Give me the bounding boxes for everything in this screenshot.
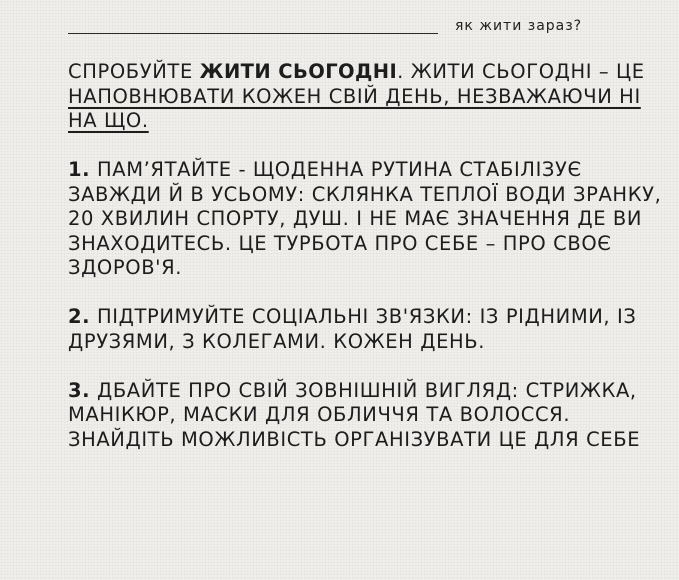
intro-paragraph [68,60,668,134]
list-item [68,158,668,281]
header-caption: як жити зараз? [455,18,583,34]
list-item [68,305,668,354]
item-text: ПАМ’ЯТАЙТЕ - ЩОДЕННА РУТИНА СТАБІЛІЗУЄ ЗАВЖДИ Й В УСЬОМУ: СКЛЯНКА ТЕПЛОЇ ВОДИ ЗРАНКУ, 20 ХВИЛИН СПОРТУ, ДУШ. І НЕ МАЄ ЗНАЧЕННЯ ДЕ ВИ ЗНАХОДИТЕСЬ. ЦЕ ТУРБОТА ПРО СЕБЕ – ПРО СВОЄ ЗДОРОВ'Я. [68,158,662,279]
intro-underlined-text: НАПОВНЮВАТИ КОЖЕН СВІЙ ДЕНЬ, НЕЗВАЖАЮЧИ НІ НА ЩО. [68,84,641,132]
intro-text-start: СПРОБУЙТЕ [68,60,200,83]
item-text: ПІДТРИМУЙТЕ СОЦІАЛЬНІ ЗВ'ЯЗКИ: ІЗ РІДНИМИ, ІЗ ДРУЗЯМИ, З КОЛЕГАМИ. КОЖЕН ДЕНЬ. [68,305,637,353]
item-number: 3. [68,378,91,402]
list-item [68,379,668,453]
intro-emphasis: ЖИТИ СЬОГОДНІ [199,60,398,83]
item-number: 2. [68,305,91,328]
item-text: ДБАЙТЕ ПРО СВІЙ ЗОВНІШНІЙ ВИГЛЯД: СТРИЖКА, МАНІКЮР, МАСКИ ДЛЯ ОБЛИЧЧЯ ТА ВОЛОССЯ. ЗНАЙДІТЬ МОЖЛИВІСТЬ ОРГАНІЗУВАТИ ЦЕ ДЛЯ СЕБЕ [68,378,641,451]
header-divider [68,33,438,34]
intro-text-middle: . ЖИТИ СЬОГОДНІ – ЦЕ [397,60,645,83]
article-body [68,60,668,477]
item-number: 1. [68,158,91,181]
